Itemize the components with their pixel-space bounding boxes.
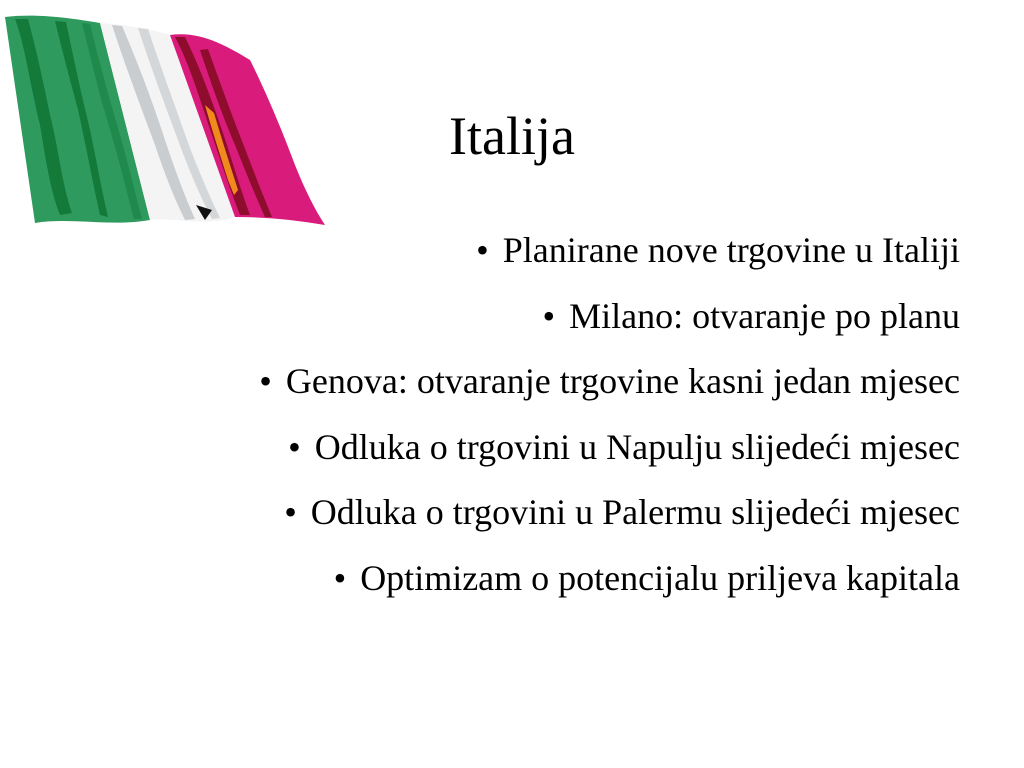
bullet-text: Milano: otvaranje po planu xyxy=(569,295,960,336)
list-item xyxy=(40,425,960,469)
slide-title: Italija xyxy=(449,106,575,166)
bullet-dot: • xyxy=(542,295,556,336)
list-item xyxy=(40,359,960,403)
bullet-text: Odluka o trgovini u Napulju slijedeći mjesec xyxy=(314,426,960,467)
bullet-text: Odluka o trgovini u Palermu slijedeći mjesec xyxy=(310,492,960,532)
bullet-list xyxy=(40,228,960,621)
list-item xyxy=(40,490,960,534)
bullet-dot: • xyxy=(333,557,347,598)
bullet-text: Genova: otvaranje trgovine kasni jedan mjesec xyxy=(285,361,960,401)
bullet-text: Optimizam o potencijalu priljeva kapitala xyxy=(360,557,960,598)
bullet-dot: • xyxy=(284,492,297,532)
bullet-dot: • xyxy=(259,361,272,401)
bullet-dot: • xyxy=(476,230,489,270)
bullet-dot: • xyxy=(288,426,301,467)
list-item xyxy=(40,556,960,600)
list-item xyxy=(40,228,960,272)
list-item xyxy=(40,294,960,338)
bullet-text: Planirane nove trgovine u Italiji xyxy=(502,230,960,270)
